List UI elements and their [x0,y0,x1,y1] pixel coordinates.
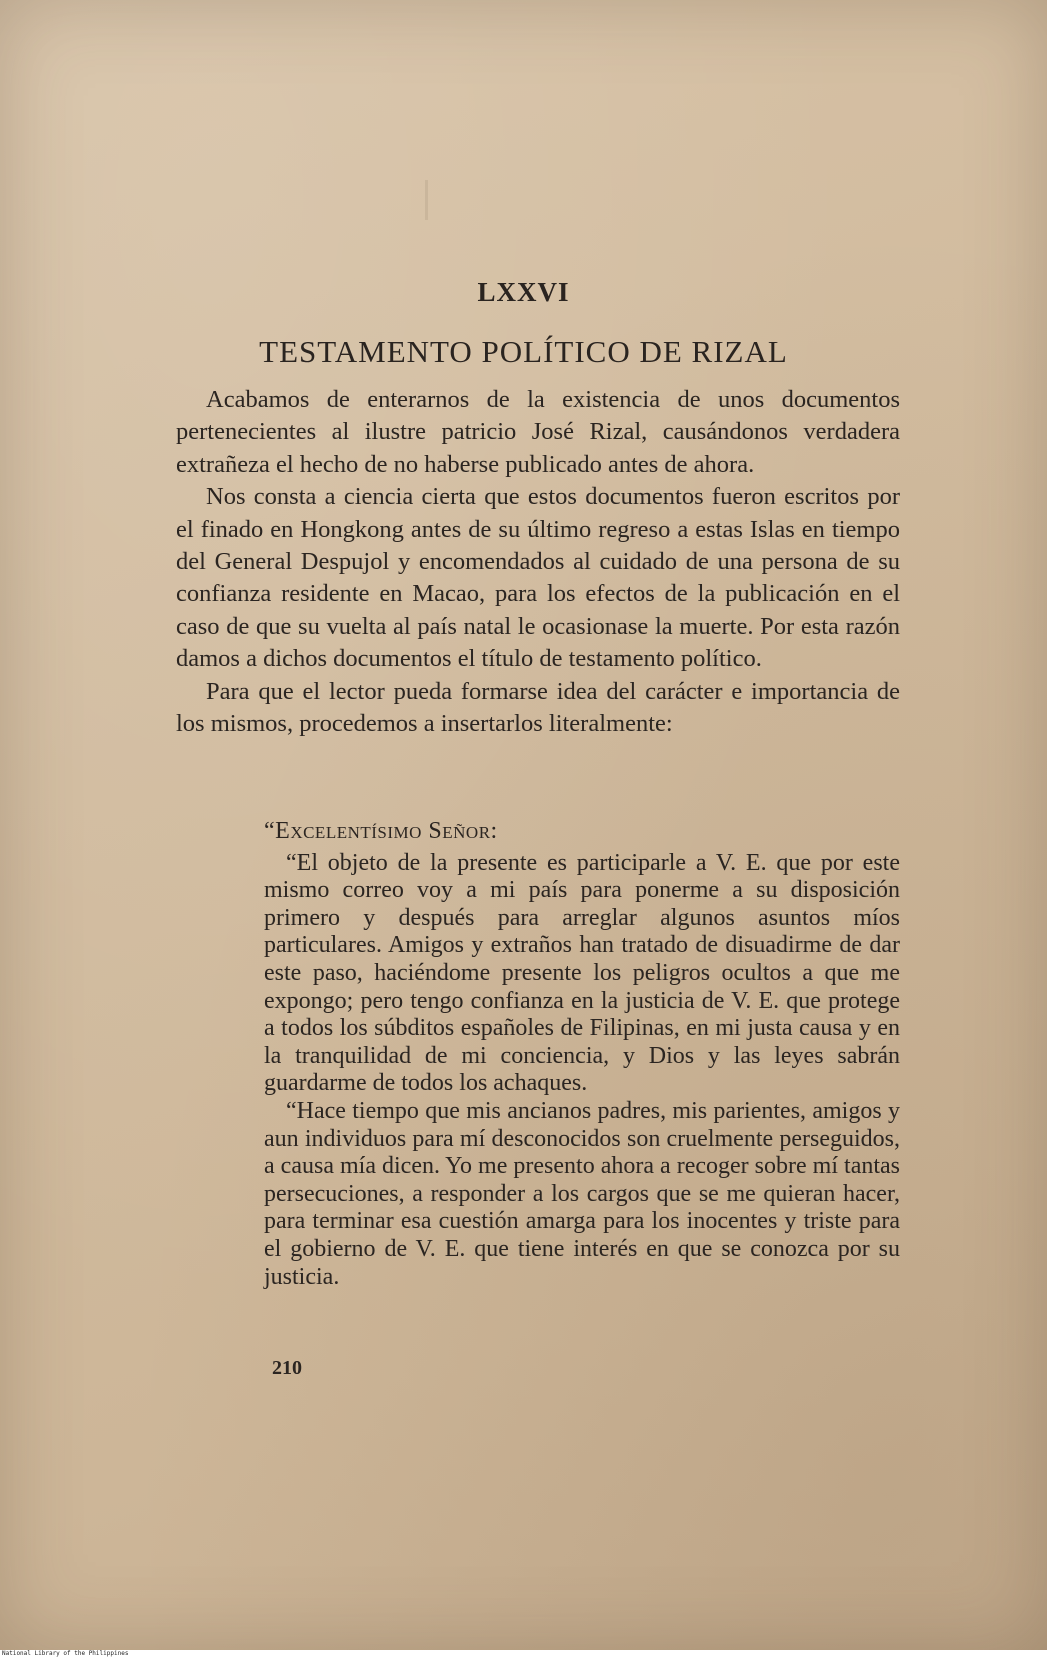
quoted-letter [264,818,900,1291]
letter-paragraph: “Hace tiempo que mis ancianos padres, mis parientes, amigos y aun individuos para mí desconocidos son cruelmente perseguidos, a causa mía dicen. Yo me presento ahora a recoger sobre mí tantas persecuciones, a responder a los cargos que se me quieran hacer, para terminar esa cuestión amarga para los inocentes y triste para el gobierno de V. E. que tiene interés en que se conozca por su justicia. [264,1097,900,1290]
letter-salutation: “Excelentísimo Señor: [264,818,498,844]
bleed-through-mark [425,180,428,220]
footer-strip [0,1650,1047,1658]
page-number: 210 [272,1357,302,1379]
body-text [176,384,900,740]
chapter-number: LXXVI [477,277,570,307]
letter-paragraph: “El objeto de la presente es participarle a V. E. que por este mismo correo voy a mi país para ponerme a su disposición primero y después para arreglar algunos asuntos míos particulares. Amigos y extraños han tratado de disuadirme de dar este paso, haciéndome presente los peligros ocultos a que me expongo; pero tengo confianza en la justicia de V. E. que protege a todos los súbditos españoles de Filipinas, en mi justa causa y en la tranquilidad de mi conciencia, y Dios y las leyes sabrán guardarme de todos los achaques. [264,849,900,1097]
body-paragraph: Nos consta a ciencia cierta que estos documentos fueron escritos por el finado en Hongkong antes de su último regreso a estas Islas en tiempo del General Despujol y encomendados al cuidado de una persona de su confianza residente en Macao, para los efectos de la publicación en el caso de que su vuelta al país natal le ocasionase la muerte. Por esta razón damos a dichos documentos el título de testamento político. [176,483,900,673]
body-paragraph: Acabamos de enterarnos de la existencia de unos documentos pertenecientes al ilustre patricio José Rizal, causándonos verdadera extrañeza el hecho de no haberse publicado antes de ahora. [176,386,900,478]
chapter-title: TESTAMENTO POLÍTICO DE RIZAL [259,334,788,369]
library-credit: National Library of the Philippines [2,1650,129,1657]
body-paragraph: Para que el lector pueda formarse idea del carácter e importancia de los mismos, procedemos a insertarlos literalmente: [176,677,900,738]
